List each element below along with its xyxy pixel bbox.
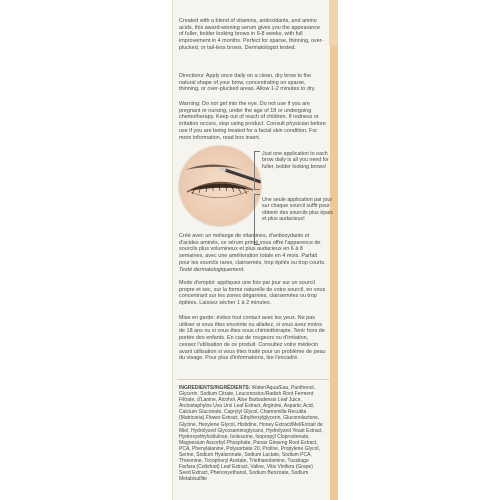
callout-english: Just one application to each brow daily is all you need for fuller, bolder looking brows! <box>262 151 329 170</box>
english-directions <box>179 73 326 93</box>
french-intro <box>179 233 326 273</box>
english-warning: Warning: Do not get into the eye. Do not use if you are pregnant or nursing, under the age of 18 or undergoing chemotherapy. Keep out of reach of children. If redness or irritation occurs, stop using product. Consult physician before use if you are being treated for a facial skin condition. For more information, read box insert. <box>179 101 326 141</box>
ingredients-list <box>179 385 325 483</box>
divider <box>177 379 329 380</box>
english-intro: Created with a blend of vitamins, antioxidants, and amino acids, this award-winning serum gives you the appearance of fuller, bolder looking brows in 6-8 weeks, with full improvement in 4 months. Perfect for sparse, thinning, over-plucked, or tail-less brows. Dermatologist tested. <box>179 18 324 51</box>
directions-text: Apply once daily on a clean, dry brow to the natural shape of your brow, concentrating on sparse, thinning, or over-plucked areas. Allow 1-2 minutes to dry. <box>179 73 316 93</box>
french-mode: Mode d'emploi: appliquez une fois par jour sur un sourcil propre et sec, sur la forme naturelle de votre sourcil, en vous concentrant sur les zones dégarnies, clairsemées ou trop épilées. Laissez sécher 1 à 2 minutes. <box>179 280 326 307</box>
callout-french: Une seule application par jour sur chaque sourcil suffit pour obtenir des sourcils plus épais et plus audacieux! <box>262 197 333 222</box>
callout-tick-en-bottom <box>254 189 260 190</box>
accent-stripe <box>330 0 338 500</box>
ingredients-label: INGREDIENTS/INGRÉDIENTS: <box>179 385 251 391</box>
accent-stripe-top <box>329 0 338 46</box>
eye-illustration <box>178 145 262 227</box>
directions-label: Directions: <box>179 73 205 79</box>
ingredients-text: Water/Aqua/Eau, Panthenol, Glycerin, Sodium Citrate, Leuconostoc/Radish Root Ferment Filtrate, d'Lanine, Alcohol, Aloe Barbadensis Leaf Juice, Arctostaphylos Uva Ursi Leaf Extract, Arginine, Aspartic Acid, Calcium Gluconate, Caprylyl Glycol, Chamomilla Recutita (Matricaria) Flower Extract, Ethylhexylglycerin, Gluconolactone, Glycine, Hexylene Glycol, Histidine, Honey Extract/Mel/Extrait de Miel, Hydrolyzed Glycosaminoglycans, Hydrolyzed Yeast Extract, Hydroxyethylcellulose, Isoleucine, Isopropyl Cloprostenate, Magnesium Ascorbyl Phosphate, Panax Ginseng Root Extract, PCA, Phenylalanine, Polysorbate 20, Proline, Propylene Glycol, Serine, Sodium Hyaluronate, Sodium Lactate, Sodium PCA, Threonine, Tocopheryl Acetate, Triethanolamine, Tussilago Farfara (Coltsfoot) Leaf Extract, Valine, Vitis Vinifera (Grape) Seed Extract, Phenoxyethanol, Sodium Benzoate, Sodium Metabisulfite <box>179 385 323 483</box>
callout-bracket-en <box>254 151 255 189</box>
mise-text: évitez tout contact avec les yeux. Ne pas utiliser si vous êtes enceinte ou allaitez, si vous avez moins de 18 ans ou si vous êtes sous chimiothérapie. Tenir hors de portée des enfants. En cas de rougeurs ou d'irritation, cessez l'utilisation de ce produit. Consultez votre médecin avant utilisation si vous êtes traité pour un problème de peau du visage. Pour plus d'informations, lire l'encadré. <box>179 315 326 362</box>
callout-tick-en-top <box>254 151 260 152</box>
french-mise-en-garde <box>179 315 326 362</box>
eye-brow-applicator-icon <box>179 146 261 226</box>
mise-label: Mise en garde: <box>179 315 215 321</box>
french-tested: Testé dermatologiquement. <box>179 266 245 273</box>
callout-tick-fr-top <box>254 194 260 195</box>
french-intro-text: Créé avec un mélange de vitamines, d'antioxydants et d'acides aminés, ce sérum primé vous offre l'apparence de sourcils plus volumineux et plus audacieux en 6 à 8 semaines, avec une amélioration totale en 4 mois. Parfait pour les sourcils rares, clairsemés, trop épilés ou trop courts. <box>179 233 326 266</box>
